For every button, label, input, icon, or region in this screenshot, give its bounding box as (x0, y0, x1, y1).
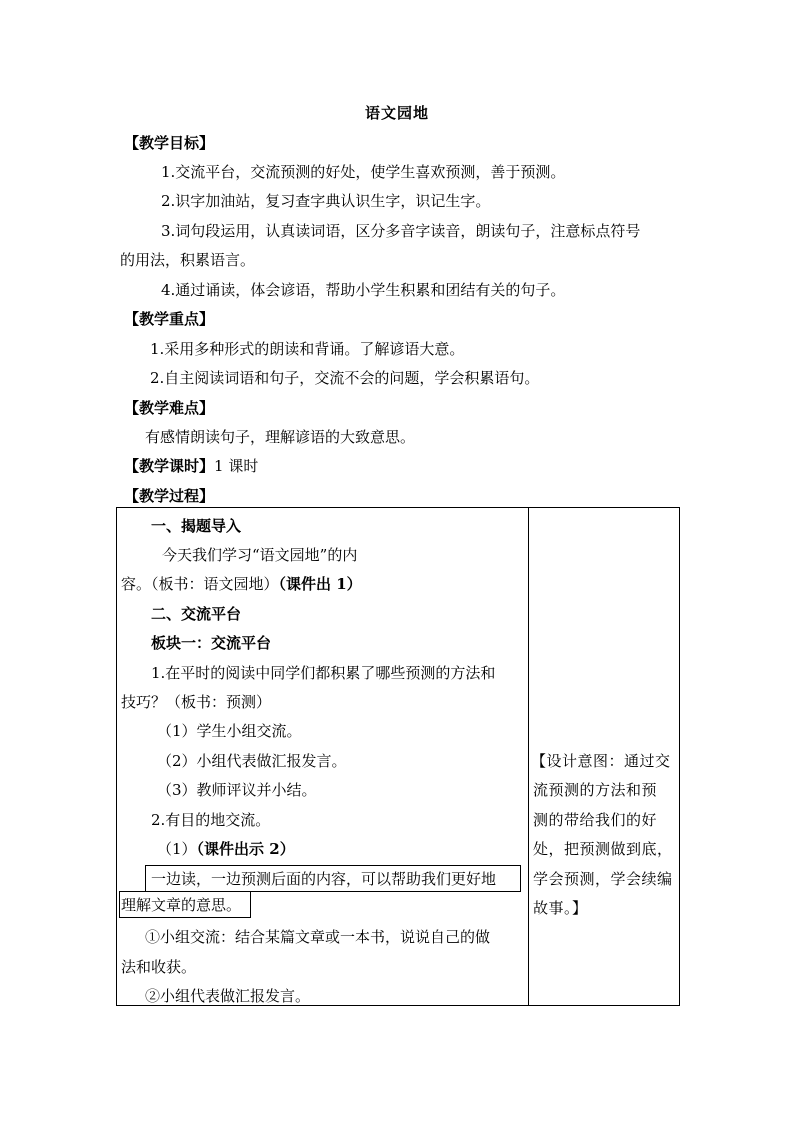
process-heading: 【教学过程】 (124, 487, 215, 505)
design-intent-line-6: 故事。】 (533, 899, 588, 917)
design-intent-line-1: 【设计意图：通过交 (531, 752, 671, 770)
activity-1-line-1: ①小组交流：结合某篇文章或一本书，说说自己的做 (145, 928, 491, 946)
difficulties-heading: 【教学难点】 (124, 399, 215, 417)
question-1-step-1: （1）学生小组交流。 (157, 722, 302, 740)
section-1-para-1: 今天我们学习“语文园地”的内 (162, 546, 358, 564)
design-intent-line-5: 学会预测，学会续编 (533, 870, 673, 888)
question-2-step-1-num: （1） (157, 840, 197, 858)
quote-text-line-2: 理解文章的意思。 (121, 896, 242, 914)
section-1-para-2 (121, 574, 362, 594)
question-1-line-2: 技巧？（板书：预测） (121, 693, 272, 711)
section-1-para-2-text: 容。（板书：语文园地） (121, 575, 279, 593)
question-2-step-1 (157, 839, 295, 859)
key-points-heading: 【教学重点】 (124, 310, 215, 328)
objective-item-3-cont: 的用法，积累语言。 (120, 251, 256, 269)
page-title: 语文园地 (364, 104, 429, 122)
question-1-step-3: （3）教师评议并小结。 (157, 781, 317, 799)
question-1-line-1: 1.在平时的阅读中同学们都积累了哪些预测的方法和 (151, 664, 496, 682)
design-intent-line-4: 处，把预测做到底， (533, 840, 673, 858)
section-1-courseware: （课件出 1） (278, 575, 362, 593)
quote-text-line-1: 一边读，一边预测后面的内容，可以帮助我们更好地 (151, 870, 497, 888)
process-table (116, 507, 680, 1006)
activity-1-line-2: 法和收获。 (121, 958, 197, 976)
hours-line (124, 456, 258, 476)
difficulties-text: 有感情朗读句子，理解谚语的大致意思。 (145, 428, 416, 446)
hours-heading: 【教学课时】 (124, 457, 215, 475)
key-point-item-2: 2.自主阅读词语和句子，交流不会的问题，学会积累语句。 (150, 369, 540, 387)
activity-2: ②小组代表做汇报发言。 (145, 987, 311, 1005)
objective-item-2: 2.识字加油站，复习查字典认识生字，识记生字。 (161, 192, 491, 210)
design-intent-line-2: 流预测的方法和预 (533, 781, 658, 799)
question-2-courseware: （课件出示 2） (196, 840, 295, 858)
objective-item-4: 4.通过诵读，体会谚语，帮助小学生积累和团结有关的句子。 (161, 281, 566, 299)
question-1-step-2: （2）小组代表做汇报发言。 (157, 752, 347, 770)
section-1-title: 一、揭题导入 (151, 517, 242, 535)
objectives-heading: 【教学目标】 (124, 134, 215, 152)
section-2-title: 二、交流平台 (151, 605, 242, 623)
hours-value: 1 课时 (214, 457, 259, 475)
objective-item-3: 3.词句段运用，认真读词语，区分多音字读音，朗读句子，注意标点符号 (161, 222, 641, 240)
design-intent-line-3: 测的带给我们的好 (533, 811, 658, 829)
table-column-divider (528, 508, 529, 1005)
question-2: 2.有目的地交流。 (151, 811, 271, 829)
block-1-title: 板块一：交流平台 (151, 634, 272, 652)
key-point-item-1: 1.采用多种形式的朗读和背诵。了解谚语大意。 (150, 340, 465, 358)
objective-item-1: 1.交流平台，交流预测的好处，使学生喜欢预测，善于预测。 (161, 163, 566, 181)
